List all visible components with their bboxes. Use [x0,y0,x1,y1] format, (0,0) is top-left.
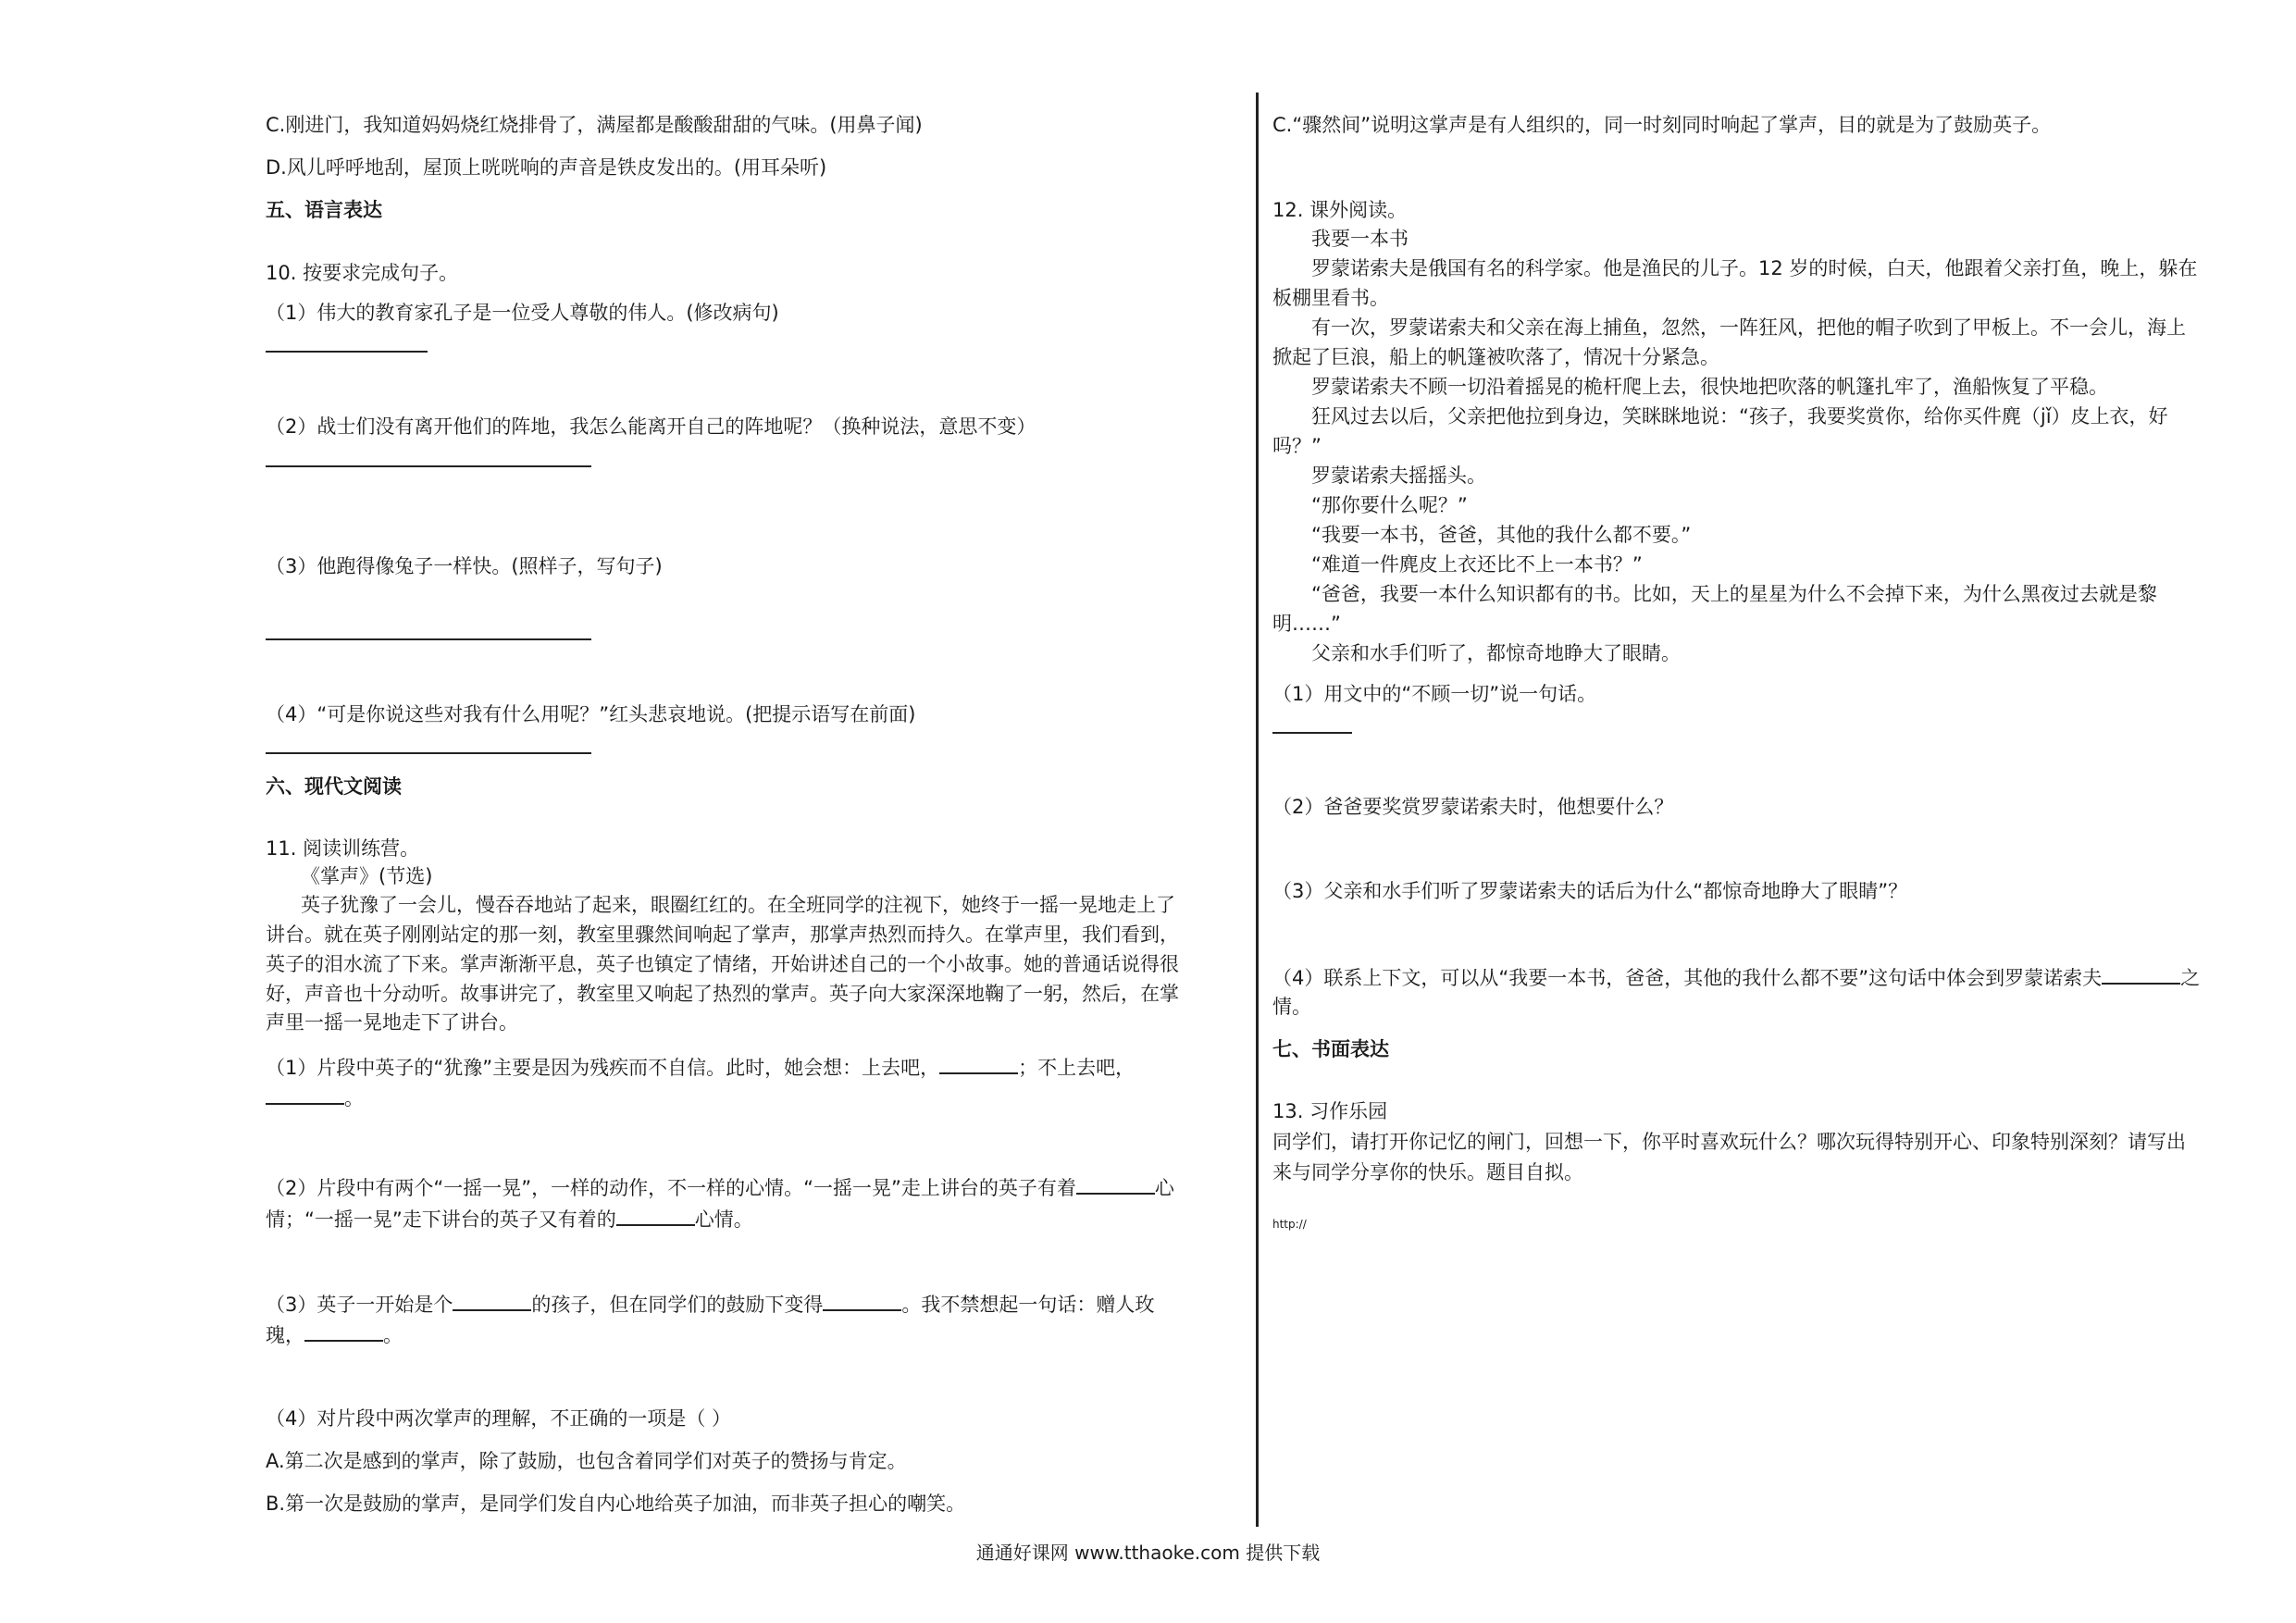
passage-line: 吗？” [1272,435,1322,457]
q10-3: （3）他跑得像兔子一样快。(照样子，写句子) [266,555,663,577]
url-stub: http:// [1272,1218,1307,1231]
q11-4: （4）对片段中两次掌声的理解，不正确的一项是（ ） [266,1407,732,1430]
q11-3-text: 。 [383,1324,403,1346]
q11-1-text: ；不上去吧， [1018,1057,1136,1079]
passage-line: 罗蒙诺索夫是俄国有名的科学家。他是渔民的儿子。12 岁的时候，白天，他跟着父亲打鱼，晚上，躲在 [1311,257,2198,279]
passage-line: 掀起了巨浪，船上的帆篷被吹落了，情况十分紧急。 [1272,346,1719,368]
answer-line [1272,732,1352,734]
fill-blank [1076,1172,1155,1195]
q10-2: （2）战士们没有离开他们的阵地，我怎么能离开自己的阵地呢？（换种说法，意思不变） [266,415,1036,438]
fill-blank [939,1052,1018,1074]
passage-line: 英子犹豫了一会儿，慢吞吞地站了起来，眼圈红红的。在全班同学的注视下，她终于一摇一晃地走上了 [301,894,1175,916]
passage-line: 狂风过去以后，父亲把他拉到身边，笑眯眯地说：“孩子，我要奖赏你，给你买件麂（jǐ）皮上衣，好 [1311,405,2168,427]
fill-blank [453,1289,531,1311]
q12-4-text: 之 [2180,967,2201,989]
q13-text: 来与同学分享你的快乐。题目自拟。 [1272,1161,1583,1183]
answer-line [266,351,428,353]
q12-4-cont: 情。 [1272,996,1311,1018]
q11-2 [266,1172,1174,1202]
q11-2-text: 情；“一摇一晃”走下讲台的英子又有着的 [266,1208,616,1231]
passage-line: 有一次，罗蒙诺索夫和父亲在海上捕鱼，忽然，一阵狂风，把他的帽子吹到了甲板上。不一会儿，海上 [1311,316,2186,339]
answer-line [266,465,591,467]
q11-4-option-a: A.第二次是感到的掌声，除了鼓励，也包含着同学们对英子的赞扬与肯定。 [266,1450,907,1472]
passage-line: 讲台。就在英子刚刚站定的那一刻，教室里骤然间响起了掌声，那掌声热烈而持久。在掌声里，我们看到， [266,923,1179,946]
q13-text: 同学们，请打开你记忆的闸门，回想一下，你平时喜欢玩什么？哪次玩得特别开心、印象特别深刻？请写出 [1272,1131,2186,1153]
passage-line: 好，声音也十分动听。故事讲完了，教室里又响起了热烈的掌声。英子向大家深深地鞠了一躬，然后，在掌 [266,983,1179,1005]
q12-2: （2）爸爸要奖赏罗蒙诺索夫时，他想要什么？ [1272,796,1674,818]
section-6-heading: 六、现代文阅读 [266,775,402,798]
q11-1-text: （1）片段中英子的“犹豫”主要是因为残疾而不自信。此时，她会想：上去吧， [266,1057,940,1079]
q12-4-text: （4）联系上下文，可以从“我要一本书，爸爸，其他的我什么都不要”这句话中体会到罗蒙诺索夫 [1272,967,2103,989]
q9-option-c: C.刚进门，我知道妈妈烧红烧排骨了，满屋都是酸酸甜甜的气味。(用鼻子闻) [266,114,923,136]
q12-passage-title: 我要一本书 [1311,228,1409,250]
fill-blank [823,1289,901,1311]
passage-line: 父亲和水手们听了，都惊奇地睁大了眼睛。 [1311,642,1681,664]
passage-line: 板棚里看书。 [1272,287,1389,309]
page-footer: 通通好课网 www.tthaoke.com 提供下载 [975,1542,1321,1564]
passage-line: 罗蒙诺索夫摇摇头。 [1311,465,1486,487]
q11-3-text: 瑰， [266,1324,304,1346]
q11-4-option-c: C.“骤然间”说明这掌声是有人组织的，同一时刻同时响起了掌声，目的就是为了鼓励英子。 [1272,114,2052,136]
q11-2-text: 心 [1154,1177,1174,1199]
passage-line: “难道一件麂皮上衣还比不上一本书？” [1311,553,1643,576]
q12-3: （3）父亲和水手们听了罗蒙诺索夫的话后为什么“都惊奇地睁大了眼睛”？ [1272,880,1908,902]
column-divider [1256,93,1259,1527]
q10-prompt: 10. 按要求完成句子。 [266,262,459,284]
fill-blank [266,1083,344,1105]
passage-line: “那你要什么呢？” [1311,494,1468,516]
q12-prompt: 12. 课外阅读。 [1272,199,1408,221]
section-5-heading: 五、语言表达 [266,199,382,221]
q11-1 [266,1052,1135,1082]
q11-2-text: （2）片段中有两个“一摇一晃”，一样的动作，不一样的心情。“一摇一晃”走上讲台的英子有着 [266,1177,1076,1199]
fill-blank [2102,962,2180,985]
q12-4 [1272,962,2200,992]
passage-line: “我要一本书，爸爸，其他的我什么都不要。” [1311,524,1692,546]
passage-line: 罗蒙诺索夫不顾一切沿着摇晃的桅杆爬上去，很快地把吹落的帆篷扎牢了，渔船恢复了平稳。 [1311,376,2108,398]
q11-3-cont [266,1319,403,1349]
q11-3-text: 。我不禁想起一句话：赠人玫 [901,1294,1155,1316]
q11-2-text: 心情。 [694,1208,753,1231]
answer-line [266,638,591,640]
q11-4-option-b: B.第一次是鼓励的掌声，是同学们发自内心地给英子加油，而非英子担心的嘲笑。 [266,1493,966,1515]
passage-line: 声里一摇一晃地走下了讲台。 [266,1011,518,1034]
fill-blank [616,1204,695,1226]
fill-blank [304,1319,383,1342]
q11-1-text: 。 [344,1087,364,1109]
q11-2-cont [266,1204,753,1233]
passage-line: 英子的泪水流了下来。掌声渐渐平息，英子也镇定了情绪，开始讲述自己的一个小故事。她的普通话说得很 [266,953,1179,975]
q11-1-cont [266,1083,364,1112]
q13-prompt: 13. 习作乐园 [1272,1100,1388,1122]
q10-4: （4）“可是你说这些对我有什么用呢？”红头悲哀地说。(把提示语写在前面) [266,703,916,725]
q12-1: （1）用文中的“不顾一切”说一句话。 [1272,683,1597,705]
q11-prompt: 11. 阅读训练营。 [266,837,420,860]
q11-3 [266,1289,1154,1319]
q11-3-text: 的孩子，但在同学们的鼓励下变得 [531,1294,824,1316]
answer-line [266,752,591,754]
passage-line: “爸爸，我要一本什么知识都有的书。比如，天上的星星为什么不会掉下来，为什么黑夜过去就是黎 [1311,583,2157,605]
section-7-heading: 七、书面表达 [1272,1038,1389,1060]
passage-line: 明……” [1272,613,1341,635]
q9-option-d: D.风儿呼呼地刮，屋顶上咣咣响的声音是铁皮发出的。(用耳朵听) [266,156,827,179]
q11-3-text: （3）英子一开始是个 [266,1294,453,1316]
q10-1: （1）伟大的教育家孔子是一位受人尊敬的伟人。(修改病句) [266,302,779,324]
q11-passage-title: 《掌声》(节选) [301,865,433,887]
